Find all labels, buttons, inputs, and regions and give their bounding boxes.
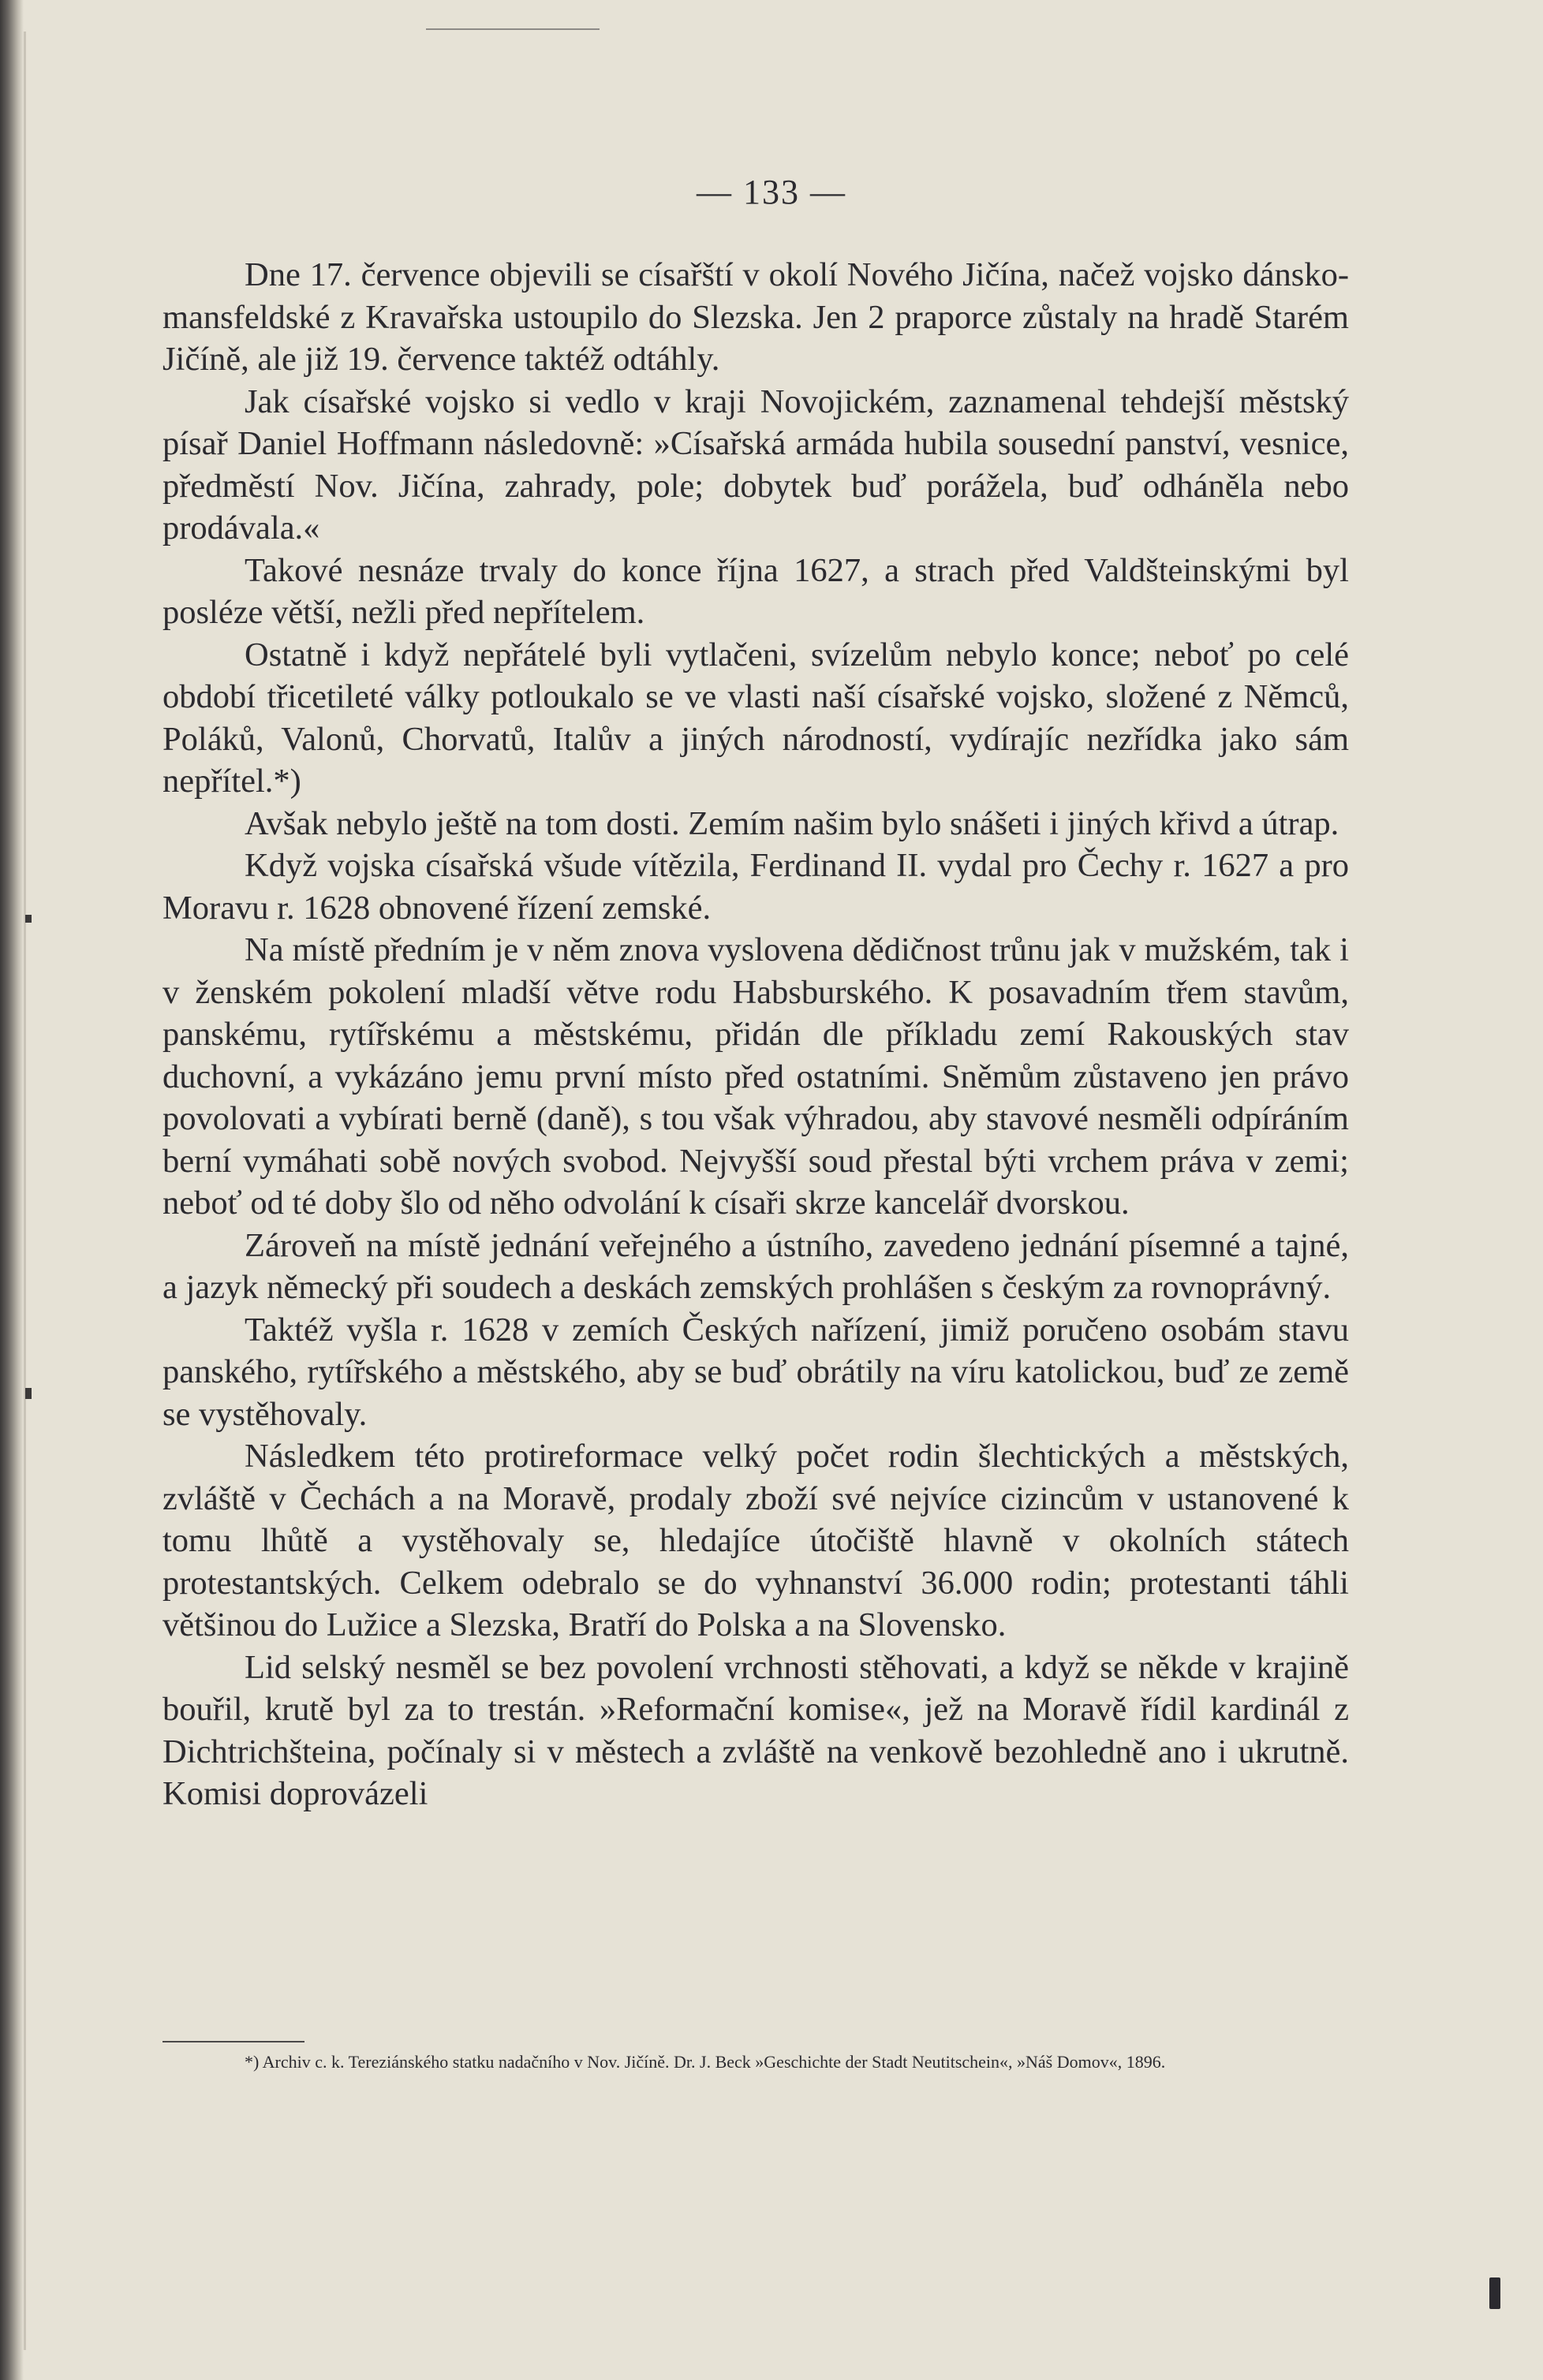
gutter-shadow bbox=[24, 32, 26, 2350]
footnote: *) Archiv c. k. Tereziánského statku nadačního v Nov. Jičíně. Dr. J. Beck »Geschichte der Stadt Neutitschein«, »Náš Domov«, 1896. bbox=[245, 2052, 1166, 2072]
paragraph: Avšak nebylo ještě na tom dosti. Zemím našim bylo snášeti i jiných křivd a útrap. bbox=[245, 804, 1339, 842]
paragraph: Lid selský nesměl se bez povolení vrchnosti stěhovati, a když se někde v krajině bouřil, krutě byl za to trestán. »Reformační komise«, jež na Moravě řídil kardinál z Dichtrichšteina, počínaly si v městech a zvláště na venkově bezohledně ano i ukrutně. Komisi doprovázeli bbox=[163, 1648, 1349, 1812]
corner-tab-mark bbox=[1489, 2277, 1500, 2309]
page-binding-edge bbox=[0, 0, 24, 2380]
footnote-divider bbox=[163, 2041, 304, 2042]
margin-speck bbox=[25, 915, 32, 923]
top-edge-mark bbox=[426, 28, 600, 30]
paragraph: Zároveň na místě jednání veřejného a ústního, zavedeno jednání písemné a tajné, a jazyk německý při soudech a deskách zemských prohlášen s českým za rovnoprávný. bbox=[163, 1226, 1349, 1306]
paragraph: Následkem této protireformace velký počet rodin šlechtických a městských, zvláště v Čechách a na Moravě, prodaly zboží své nejvíce cizincům v ustanovené k tomu lhůtě a vystěhovaly se, hledajíce útočiště hlavně v okolních státech protestantských. Celkem odebralo se do vyhnanství 36.000 rodin; protestanti táhli většinou do Lužice a Slezska, Bratří do Polska a na Slovensko. bbox=[163, 1438, 1349, 1643]
paragraph: Na místě předním je v něm znova vyslovena dědičnost trůnu jak v mužském, tak i v ženském pokolení mladší větve rodu Habsburského. K posavadním třem stavům, panskému, rytířskému a městskému, přidán dle příkladu zemí Rakouských stav duchovní, a vykázáno jemu první místo před ostatními. Sněmům zůstaveno jen právo povolovati a vybírati berně (daně), s tou však výhradou, aby stavové nesměli odpíráním berní vymáhati sobě nových svobod. Nejvyšší soud přestal býti vrchem práva v zemi; neboť od té doby šlo od něho odvolání k císaři skrze kancelář dvorskou. bbox=[163, 931, 1349, 1222]
body-text bbox=[163, 254, 1349, 1815]
paragraph: Dne 17. července objevili se císařští v okolí Nového Jičína, načež vojsko dánsko-mansfeldské z Kravařska ustoupilo do Slezska. Jen 2 praporce zůstaly na hradě Starém Jičíně, ale již 19. července taktéž odtáhly. bbox=[163, 256, 1349, 378]
page-number: — 133 — bbox=[697, 173, 846, 211]
paragraph: Taktéž vyšla r. 1628 v zemích Českých nařízení, jimiž poručeno osobám stavu panského, rytířského a městského, aby se buď obrátily na víru katolickou, buď ze země se vystěhovaly. bbox=[163, 1311, 1349, 1433]
paragraph: Jak císařské vojsko si vedlo v kraji Novojickém, zaznamenal tehdejší městský písař Daniel Hoffmann následovně: »Císařská armáda hubila sousední panství, vesnice, předměstí Nov. Jičína, zahrady, pole; dobytek buď porážela, buď odháněla nebo prodávala.« bbox=[163, 382, 1349, 547]
margin-speck bbox=[25, 1388, 32, 1399]
paragraph: Když vojska císařská všude vítězila, Ferdinand II. vydal pro Čechy r. 1627 a pro Moravu r. 1628 obnovené řízení zemské. bbox=[163, 847, 1349, 927]
paragraph: Takové nesnáze trvaly do konce října 1627, a strach před Valdšteinskými byl posléze větší, nežli před nepřítelem. bbox=[163, 551, 1349, 631]
footnotes bbox=[163, 2050, 1349, 2074]
paragraph: Ostatně i když nepřátelé byli vytlačeni, svízelům nebylo konce; neboť po celé období třicetileté války potloukalo se ve vlasti naší císařské vojsko, složené z Němců, Poláků, Valonů, Chorvatů, Italův a jiných národností, vydírajíc nezřídka jako sám nepřítel.*) bbox=[163, 636, 1349, 800]
